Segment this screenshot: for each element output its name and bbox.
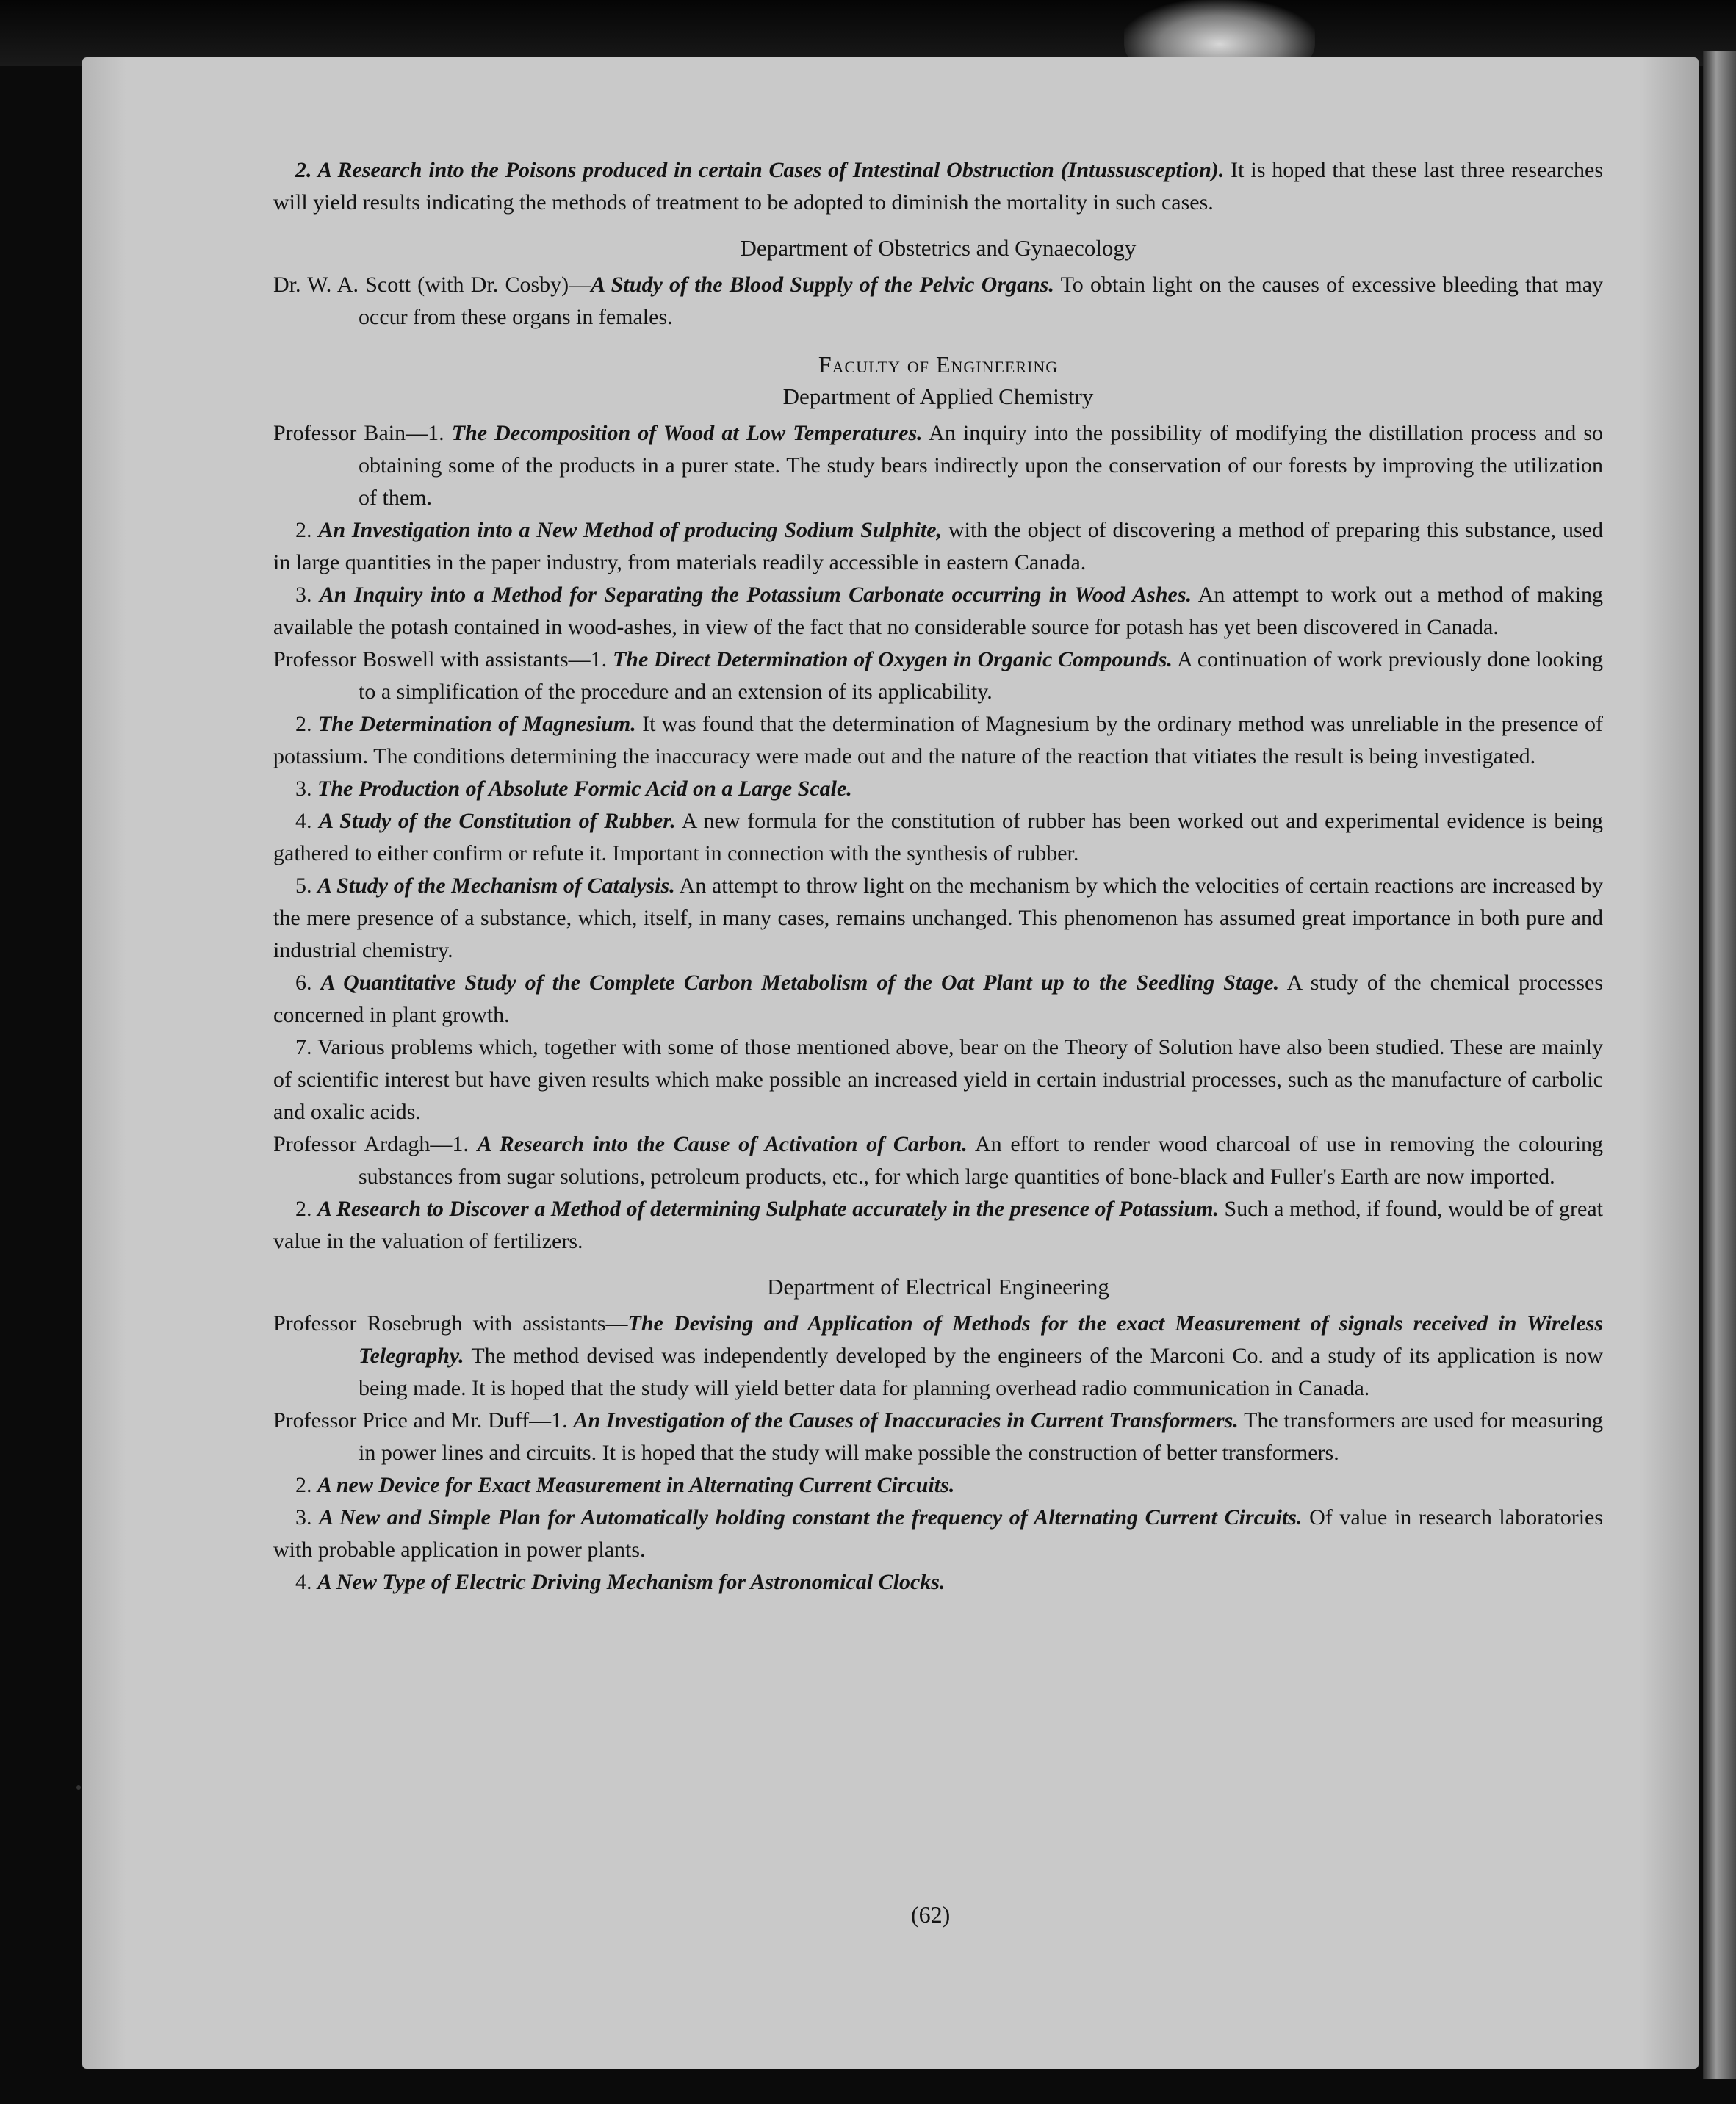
item-text: Such a method, if found, would be of great value in the valuation of fertilizers. <box>273 1197 1604 1253</box>
scan-speck <box>76 1785 81 1790</box>
research-item-intussusception <box>273 154 1603 219</box>
boswell-item-7: 7. Various problems which, together with some of those mentioned above, bear on the Theory of Solution have also been studied. These are mainly of scientific interest but have given results which make possible an increased yield in certain industrial processes, such as the manufacture of carbolic and oxalic acids. <box>273 1035 1603 1124</box>
item-number: 2. <box>295 712 312 736</box>
boswell-item-4 <box>273 805 1603 870</box>
item-number: 4. <box>295 809 312 833</box>
item-text: It was found that the determination of Magnesium by the ordinary method was unreliable in the presence of potassium. The conditions determining the inaccuracy were made out and the nature of the reaction that vitiates the result is being investigated. <box>273 712 1604 768</box>
item-text: An inquiry into the possibility of modifying the distillation process and so obtaining some of the products in a purer state. The study bears indirectly upon the conservation of our forests by improving the utilization of them. <box>359 421 1603 510</box>
price-item-2 <box>273 1469 1603 1502</box>
entry-lead: Dr. W. A. Scott (with Dr. Cosby)— <box>273 273 591 297</box>
item-title: A Research to Discover a Method of determining Sulphate accurately in the presence of Potassium. <box>317 1197 1219 1221</box>
item-title: A Quantitative Study of the Complete Carbon Metabolism of the Oat Plant up to the Seedling Stage. <box>320 970 1280 995</box>
item-title: The Devising and Application of Methods for the exact Measurement of signals received in Wireless Telegraphy. <box>359 1311 1604 1368</box>
boswell-item-6 <box>273 967 1603 1031</box>
item-text: Of value in research laboratories with probable application in power plants. <box>273 1505 1604 1562</box>
entry-lead: Professor Bain—1. <box>273 421 444 445</box>
page-edge <box>1703 51 1736 2079</box>
item-number: 2. <box>295 518 312 542</box>
item-number: 3. <box>295 777 312 801</box>
bain-item-2 <box>273 514 1603 579</box>
item-text: An attempt to work out a method of making available the potash contained in wood-ashes, in view of the fact that no considerable source for potash has yet been discovered in Canada. <box>273 583 1603 639</box>
item-title: A New Type of Electric Driving Mechanism for Astronomical Clocks. <box>317 1570 946 1594</box>
page-number: (62) <box>911 1901 951 1928</box>
entry-rosebrugh <box>273 1308 1603 1405</box>
entry-lead: Professor Ardagh—1. <box>273 1132 469 1156</box>
item-title: A New and Simple Plan for Automatically holding constant the frequency of Alternating Current Circuits. <box>319 1505 1303 1530</box>
item-title: An Inquiry into a Method for Separating the Potassium Carbonate occurring in Wood Ashes. <box>319 583 1192 607</box>
entry-text: To obtain light on the causes of excessive bleeding that may occur from these organs in females. <box>359 273 1604 329</box>
boswell-item-3 <box>273 773 1603 805</box>
item-text: A new formula for the constitution of rubber has been worked out and experimental evidence is being gathered to either confirm or refute it. Important in connection with the synthesis of rubber. <box>273 809 1603 865</box>
entry-title: A Study of the Blood Supply of the Pelvic Organs. <box>591 273 1054 297</box>
item-number: 3. <box>295 583 312 607</box>
item-number: 2. <box>295 1197 312 1221</box>
item-title: The Determination of Magnesium. <box>317 712 636 736</box>
item-title: The Production of Absolute Formic Acid on a Large Scale. <box>317 777 852 801</box>
entry-scott <box>273 269 1603 334</box>
entry-lead: Professor Rosebrugh with assistants— <box>273 1311 628 1336</box>
document-body <box>273 154 1603 1599</box>
department-heading-obstetrics: Department of Obstetrics and Gynaecology <box>740 235 1137 261</box>
ardagh-item-2 <box>273 1193 1603 1258</box>
entry-lead: Professor Boswell with assistants—1. <box>273 647 608 671</box>
boswell-item-2 <box>273 708 1603 773</box>
item-text: with the object of discovering a method of preparing this substance, used in large quantities in the paper industry, from materials readily accessible in eastern Canada. <box>273 518 1604 574</box>
item-text: An attempt to throw light on the mechanism by which the velocities of certain reactions are increased by the mere presence of a substance, which, itself, in many cases, remains unchanged. This phenomenon has assumed great importance in both pure and industrial chemistry. <box>273 873 1604 962</box>
item-number: 3. <box>295 1505 312 1530</box>
entry-lead: Professor Price and Mr. Duff—1. <box>273 1408 568 1433</box>
department-heading-applied-chemistry: Department of Applied Chemistry <box>782 383 1094 409</box>
item-text: It is hoped that these last three researches will yield results indicating the methods of treatment to be adopted to diminish the mortality in such cases. <box>273 158 1604 215</box>
item-title: An Investigation into a New Method of producing Sodium Sulphite, <box>318 518 943 542</box>
item-title: A new Device for Exact Measurement in Alternating Current Circuits. <box>317 1473 955 1497</box>
item-text: An effort to render wood charcoal of use in removing the colouring substances from sugar solutions, petroleum products, etc., for which large quantities of bone-black and Fuller's Earth are now imported. <box>359 1132 1604 1189</box>
item-number: 4. <box>295 1570 312 1594</box>
boswell-item-5 <box>273 870 1603 967</box>
department-heading-electrical: Department of Electrical Engineering <box>767 1274 1109 1300</box>
item-title: A Study of the Mechanism of Catalysis. <box>317 873 675 898</box>
item-text: A study of the chemical processes concerned in plant growth. <box>273 970 1603 1027</box>
item-title: An Investigation of the Causes of Inaccuracies in Current Transformers. <box>573 1408 1239 1433</box>
item-title: The Direct Determination of Oxygen in Organic Compounds. <box>612 647 1173 671</box>
item-number: 6. <box>295 970 312 995</box>
entry-ardagh <box>273 1128 1603 1193</box>
bain-item-3 <box>273 579 1603 644</box>
item-text: The method devised was independently developed by the engineers of the Marconi Co. and a study of its application is now being made. It is hoped that the study will yield better data for planning overhead radio communication in Canada. <box>359 1344 1603 1400</box>
item-text: The transformers are used for measuring in power lines and circuits. It is hoped that the study will make possible the construction of better transformers. <box>359 1408 1604 1465</box>
item-title: A Study of the Constitution of Rubber. <box>319 809 676 833</box>
faculty-heading: Faculty of Engineering <box>818 351 1059 378</box>
item-number: 2. <box>295 1473 312 1497</box>
item-text: A continuation of work previously done looking to a simplification of the procedure and an extension of its applicability. <box>359 647 1603 704</box>
item-title: A Research into the Cause of Activation of Carbon. <box>477 1132 968 1156</box>
item-number: 5. <box>295 873 312 898</box>
price-item-4 <box>273 1566 1603 1599</box>
scan-border-top <box>0 0 1736 66</box>
item-title: The Decomposition of Wood at Low Temperatures. <box>451 421 923 445</box>
item-title: 2. A Research into the Poisons produced in certain Cases of Intestinal Obstruction (Intussusception). <box>295 158 1225 182</box>
entry-bain <box>273 417 1603 514</box>
entry-price <box>273 1405 1603 1469</box>
entry-boswell <box>273 644 1603 708</box>
price-item-3 <box>273 1502 1603 1566</box>
